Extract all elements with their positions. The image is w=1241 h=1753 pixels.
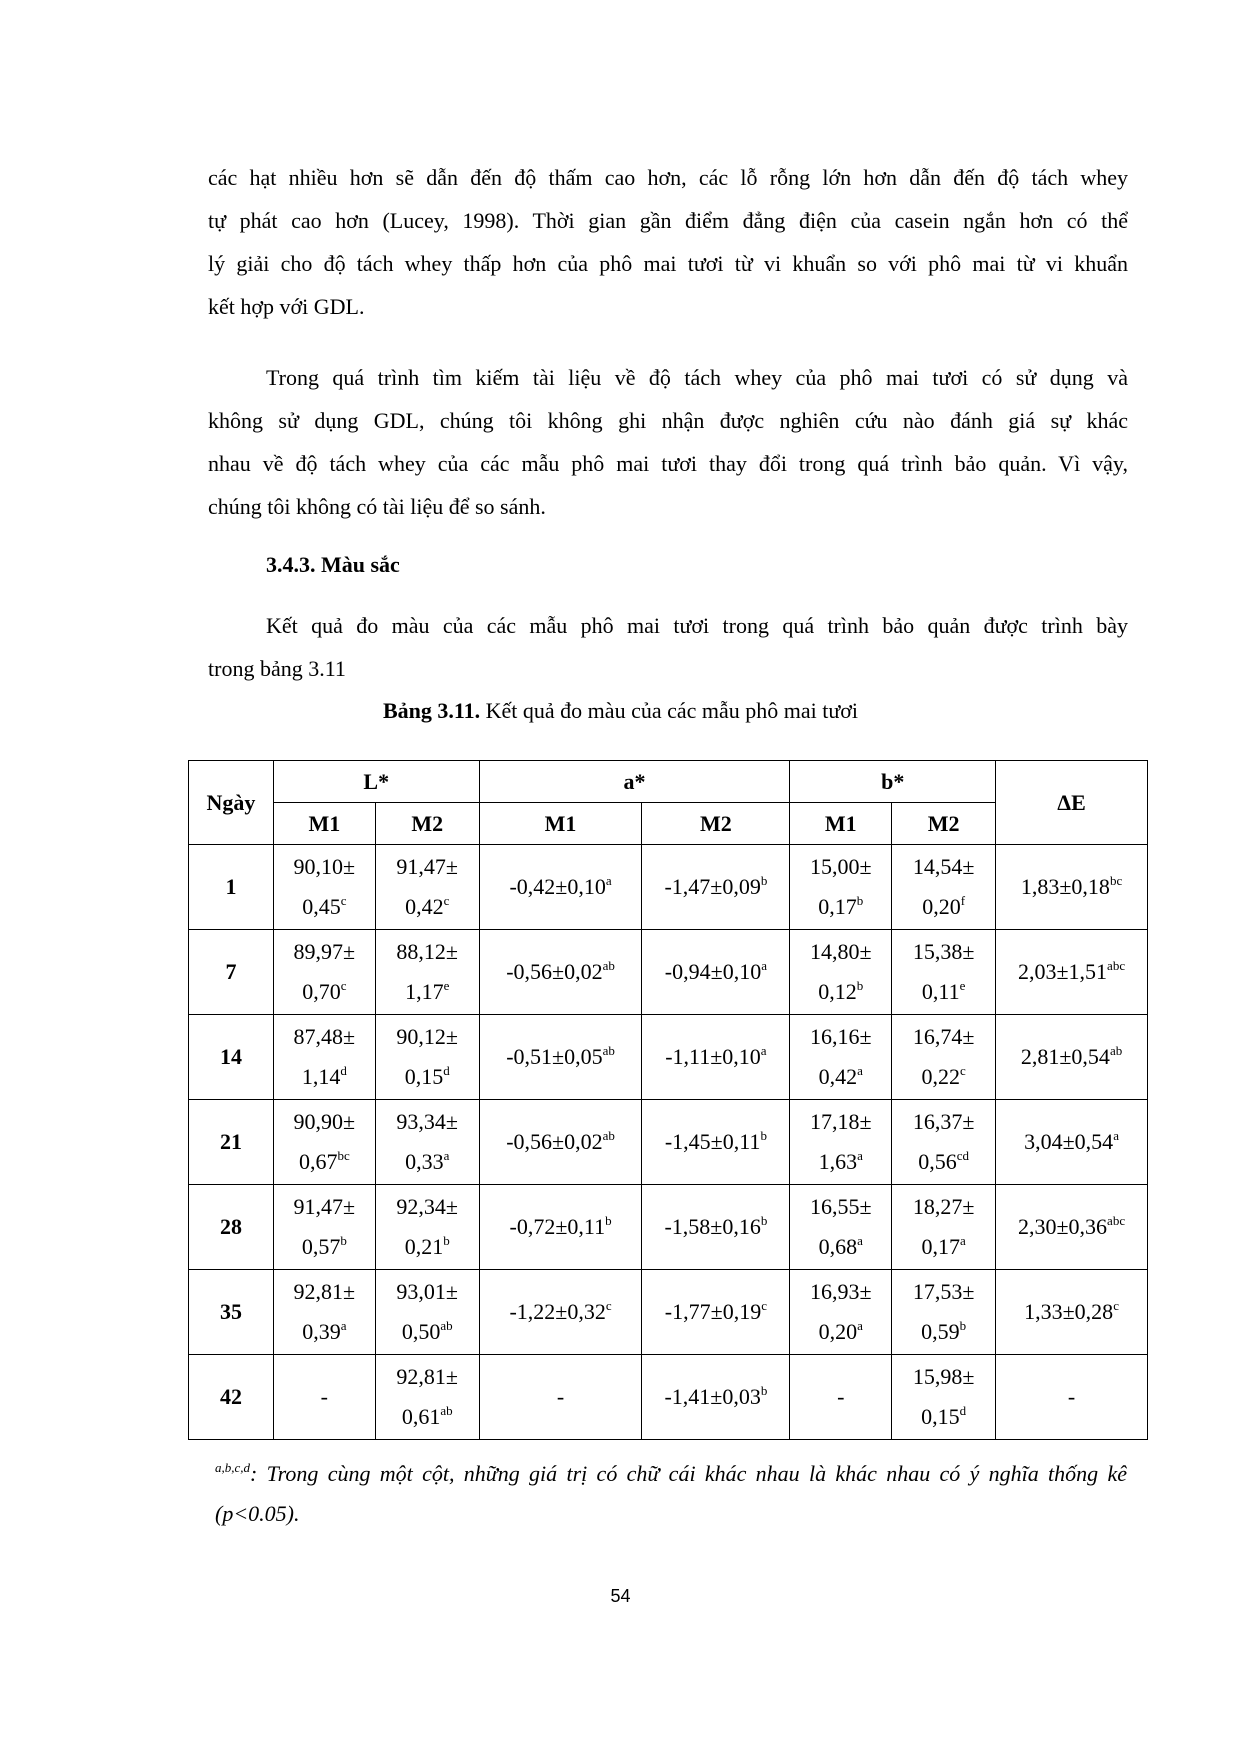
mean-value: 16,93± — [809, 1279, 872, 1304]
sd-value — [274, 1227, 375, 1267]
sd-value — [892, 1057, 995, 1097]
value-cell-a-m1 — [479, 845, 642, 930]
sd-number: 0,39 — [302, 1319, 341, 1344]
mean-value: 90,12± — [396, 1024, 458, 1049]
significance-letter: b — [443, 1233, 450, 1248]
value-cell-a-m1 — [479, 1185, 642, 1270]
mean-value: 93,01± — [396, 1279, 458, 1304]
sd-number: 0,22 — [921, 1064, 960, 1089]
value-cell-a-m1 — [479, 1015, 642, 1100]
mean-value: 16,55± — [809, 1194, 872, 1219]
sd-value — [790, 1227, 891, 1267]
significance-letter: a — [857, 1148, 863, 1163]
header-L-m2: M2 — [375, 803, 479, 845]
sd-number: 0,17 — [921, 1234, 960, 1259]
cell-value: 1,33±0,28 — [1024, 1299, 1114, 1324]
mean-value: 89,97± — [293, 939, 356, 964]
value-cell-l-m2 — [375, 1185, 479, 1270]
mean-value: 16,74± — [912, 1024, 975, 1049]
sd-number: 1,14 — [301, 1064, 341, 1089]
day-cell: 35 — [189, 1270, 274, 1355]
sd-value — [892, 972, 995, 1012]
value-cell-b-m2 — [892, 1270, 996, 1355]
sd-number: 0,56 — [918, 1149, 957, 1174]
value-cell-l-m2 — [375, 1355, 479, 1440]
sd-number: 0,70 — [302, 979, 341, 1004]
sd-number: 0,59 — [921, 1319, 960, 1344]
significance-letter: b — [605, 1213, 612, 1228]
mean-value: 93,34± — [396, 1109, 458, 1134]
cell-value: -0,94±0,10 — [664, 959, 762, 984]
sd-number: 1,63 — [818, 1149, 858, 1174]
value-cell-a-m2 — [642, 1270, 790, 1355]
value-cell-l-m1 — [273, 1270, 375, 1355]
mean-value: 16,37± — [912, 1109, 975, 1134]
sd-number: 0,17 — [818, 894, 857, 919]
mean-value: 91,47± — [396, 854, 458, 879]
sd-number: 0,21 — [404, 1234, 444, 1259]
mean-value: 17,18± — [809, 1109, 872, 1134]
table-row — [189, 930, 1148, 1015]
significance-letter: a — [760, 1043, 767, 1058]
significance-letter: b — [959, 1318, 967, 1333]
significance-letter: c — [1113, 1298, 1119, 1313]
cell-value: -1,58±0,16 — [664, 1214, 761, 1239]
significance-letter: a — [340, 1318, 347, 1333]
significance-letter: ab — [440, 1403, 453, 1418]
sd-number: 0,67 — [298, 1149, 338, 1174]
value-cell-l-m1 — [273, 1185, 375, 1270]
sd-value — [892, 1397, 995, 1437]
cell-value: -0,72±0,11 — [509, 1214, 606, 1239]
cell-value: 1,83±0,18 — [1020, 874, 1110, 899]
color-results-table — [188, 760, 1148, 1440]
sd-number: 0,33 — [405, 1149, 444, 1174]
sd-value — [790, 1057, 891, 1097]
sd-value — [376, 887, 479, 927]
mean-value: 91,47± — [293, 1194, 356, 1219]
table-caption-text: Kết quả đo màu của các mẫu phô mai tươi — [480, 698, 859, 723]
significance-letter: ab — [602, 1128, 615, 1143]
value-cell-b-m1 — [790, 930, 892, 1015]
sd-value — [376, 972, 479, 1012]
significance-letter: abc — [1107, 1213, 1126, 1228]
footnote-marker: a,b,c,d — [215, 1460, 251, 1475]
value-cell-a-m2 — [642, 845, 790, 930]
sd-value — [274, 887, 375, 927]
value-cell-de — [996, 1185, 1148, 1270]
value-cell-b-m2 — [892, 930, 996, 1015]
cell-value: -0,56±0,02 — [506, 959, 603, 984]
significance-letter: bc — [1109, 873, 1123, 888]
paragraph-1 — [208, 156, 1128, 328]
value-cell-b-m1 — [790, 1185, 892, 1270]
sd-number: 0,20 — [922, 894, 961, 919]
significance-letter: d — [959, 1403, 967, 1418]
sd-value — [892, 1142, 995, 1182]
paragraph-line: trong bảng 3.11 — [208, 656, 346, 681]
cell-value: 2,81±0,54 — [1020, 1044, 1110, 1069]
significance-letter: a — [1113, 1128, 1119, 1143]
value-cell-de — [996, 1270, 1148, 1355]
day-cell: 28 — [189, 1185, 274, 1270]
table-row — [189, 1355, 1148, 1440]
value-cell-de — [996, 1015, 1148, 1100]
sd-value — [790, 1312, 891, 1352]
significance-letter: b — [340, 1233, 347, 1248]
cell-value: - — [837, 1384, 845, 1409]
significance-letter: ab — [1109, 1043, 1123, 1058]
sd-number: 0,61 — [401, 1404, 441, 1429]
value-cell-a-m2 — [642, 1185, 790, 1270]
table-row — [189, 845, 1148, 930]
value-cell-a-m2 — [642, 1355, 790, 1440]
header-a: a* — [479, 761, 790, 803]
paragraph-line: tự phát cao hơn (Lucey, 1998). Thời gian gần điểm đẳng điện của casein ngắn hơn có thể — [208, 208, 1128, 233]
cell-value: 2,30±0,36 — [1017, 1214, 1108, 1239]
sd-value — [274, 972, 375, 1012]
mean-value: 92,34± — [396, 1194, 458, 1219]
value-cell-b-m2 — [892, 1015, 996, 1100]
value-cell-a-m1 — [479, 1355, 642, 1440]
day-cell: 1 — [189, 845, 274, 930]
header-b-m2: M2 — [892, 803, 996, 845]
table-footnote — [215, 1454, 1127, 1534]
cell-value: -1,41±0,03 — [664, 1384, 761, 1409]
significance-letter: abc — [1107, 958, 1126, 973]
significance-letter: ab — [602, 958, 615, 973]
mean-value: 15,98± — [912, 1364, 975, 1389]
mean-value: 17,53± — [912, 1279, 975, 1304]
significance-letter: d — [443, 1063, 450, 1078]
mean-value: 15,00± — [809, 854, 872, 879]
header-L: L* — [273, 761, 479, 803]
section-heading: 3.4.3. Màu sắc — [266, 552, 400, 577]
table-row — [189, 1270, 1148, 1355]
mean-value: 18,27± — [912, 1194, 975, 1219]
table-caption-label: Bảng 3.11. — [382, 698, 481, 723]
mean-value: 87,48± — [293, 1024, 356, 1049]
value-cell-l-m2 — [375, 1015, 479, 1100]
paragraph-line: Kết quả đo màu của các mẫu phô mai tươi trong quá trình bảo quản được trình bày — [266, 613, 1128, 638]
cell-value: - — [320, 1384, 328, 1409]
header-b-m1: M1 — [790, 803, 892, 845]
header-L-m1: M1 — [273, 803, 375, 845]
value-cell-b-m1 — [790, 1270, 892, 1355]
significance-letter: f — [960, 893, 966, 908]
table-body — [189, 845, 1148, 1440]
significance-letter: b — [760, 873, 768, 888]
header-a-m1: M1 — [479, 803, 642, 845]
significance-letter: c — [443, 893, 450, 908]
sd-value — [274, 1312, 375, 1352]
significance-letter: ab — [602, 1043, 615, 1058]
paragraph-line: chúng tôi không có tài liệu để so sánh. — [208, 494, 546, 519]
cell-value: -1,11±0,10 — [665, 1044, 761, 1069]
significance-letter: cd — [956, 1148, 970, 1163]
cell-value: -1,77±0,19 — [664, 1299, 762, 1324]
sd-value — [892, 1312, 995, 1352]
paragraph-line: kết hợp với GDL. — [208, 294, 365, 319]
value-cell-a-m1 — [479, 930, 642, 1015]
cell-value: -0,42±0,10 — [509, 874, 606, 899]
sd-number: 0,15 — [404, 1064, 444, 1089]
table-row — [189, 1100, 1148, 1185]
sd-number: 0,42 — [818, 1064, 858, 1089]
header-b: b* — [790, 761, 996, 803]
page-number: 54 — [610, 1586, 631, 1606]
significance-letter: a — [857, 1318, 863, 1333]
value-cell-l-m2 — [375, 1100, 479, 1185]
sd-value — [376, 1142, 479, 1182]
paragraph-line: các hạt nhiều hơn sẽ dẫn đến độ thấm cao hơn, các lỗ rỗng lớn hơn dẫn đến độ tách whey — [208, 165, 1128, 190]
cell-value: -0,51±0,05 — [506, 1044, 603, 1069]
sd-number: 0,50 — [401, 1319, 441, 1344]
value-cell-l-m2 — [375, 1270, 479, 1355]
mean-value: 14,80± — [809, 939, 872, 964]
value-cell-a-m2 — [642, 1015, 790, 1100]
mean-value: 92,81± — [293, 1279, 356, 1304]
value-cell-b-m1 — [790, 845, 892, 930]
mean-value: 90,10± — [293, 854, 356, 879]
value-cell-de — [996, 845, 1148, 930]
significance-letter: c — [605, 1298, 612, 1313]
sd-number: 0,20 — [818, 1319, 858, 1344]
significance-letter: c — [761, 1298, 767, 1313]
day-cell: 42 — [189, 1355, 274, 1440]
day-cell: 14 — [189, 1015, 274, 1100]
cell-value: - — [556, 1384, 565, 1409]
sd-number: 0,11 — [921, 979, 960, 1004]
significance-letter: c — [340, 978, 347, 993]
significance-letter: e — [443, 978, 450, 993]
sd-value — [274, 1057, 375, 1097]
significance-letter: a — [761, 958, 767, 973]
value-cell-b-m1 — [790, 1355, 892, 1440]
paragraph-line: Trong quá trình tìm kiếm tài liệu về độ tách whey của phô mai tươi có sử dụng và — [266, 365, 1128, 390]
significance-letter: c — [960, 1063, 966, 1078]
significance-letter: a — [960, 1233, 966, 1248]
mean-value: 88,12± — [396, 939, 458, 964]
significance-letter: e — [959, 978, 966, 993]
paragraph-3 — [208, 604, 1128, 690]
footnote-text: : Trong cùng một cột, những giá trị có chữ cái khác nhau là khác nhau có ý nghĩa thống kê (p<0.05). — [215, 1461, 1127, 1526]
value-cell-l-m1 — [273, 1100, 375, 1185]
value-cell-b-m2 — [892, 845, 996, 930]
significance-letter: a — [857, 1063, 863, 1078]
significance-letter: b — [856, 893, 864, 908]
significance-letter: b — [760, 1128, 767, 1143]
significance-letter: d — [340, 1063, 347, 1078]
mean-value: 92,81± — [396, 1364, 458, 1389]
value-cell-a-m1 — [479, 1100, 642, 1185]
value-cell-a-m1 — [479, 1270, 642, 1355]
significance-letter: b — [856, 978, 864, 993]
value-cell-de — [996, 1355, 1148, 1440]
table-caption — [0, 698, 1241, 724]
paragraph-2 — [208, 356, 1128, 528]
significance-letter: ab — [440, 1318, 453, 1333]
cell-value: - — [1067, 1384, 1076, 1409]
paragraph-line: không sử dụng GDL, chúng tôi không ghi nhận được nghiên cứu nào đánh giá sự khác — [208, 408, 1128, 433]
mean-value: 15,38± — [912, 939, 975, 964]
cell-value: -1,47±0,09 — [664, 874, 761, 899]
table-row — [189, 1015, 1148, 1100]
sd-value — [790, 887, 891, 927]
table-header-row — [189, 761, 1148, 803]
sd-value — [376, 1312, 479, 1352]
sd-value — [376, 1397, 479, 1437]
significance-letter: b — [760, 1213, 768, 1228]
value-cell-de — [996, 930, 1148, 1015]
sd-value — [376, 1227, 479, 1267]
sd-value — [892, 887, 995, 927]
sd-value — [376, 1057, 479, 1097]
cell-value: 2,03±1,51 — [1017, 959, 1108, 984]
value-cell-b-m2 — [892, 1355, 996, 1440]
value-cell-b-m2 — [892, 1100, 996, 1185]
day-cell: 7 — [189, 930, 274, 1015]
sd-number: 0,57 — [301, 1234, 341, 1259]
value-cell-l-m1 — [273, 930, 375, 1015]
table-row — [189, 1185, 1148, 1270]
header-a-m2: M2 — [642, 803, 790, 845]
cell-value: -0,56±0,02 — [506, 1129, 603, 1154]
mean-value: 90,90± — [293, 1109, 356, 1134]
sd-value — [790, 1142, 891, 1182]
sd-value — [790, 972, 891, 1012]
sd-value — [274, 1142, 375, 1182]
sd-number: 0,15 — [921, 1404, 960, 1429]
significance-letter: a — [443, 1148, 450, 1163]
cell-value: 3,04±0,54 — [1024, 1129, 1114, 1154]
significance-letter: a — [857, 1233, 863, 1248]
value-cell-b-m2 — [892, 1185, 996, 1270]
header-day: Ngày — [189, 761, 274, 845]
sd-number: 1,17 — [405, 979, 444, 1004]
significance-letter: bc — [337, 1148, 350, 1163]
sd-number: 0,68 — [818, 1234, 858, 1259]
value-cell-a-m2 — [642, 1100, 790, 1185]
sd-number: 0,42 — [405, 894, 444, 919]
significance-letter: b — [760, 1383, 768, 1398]
value-cell-l-m2 — [375, 845, 479, 930]
sd-number: 0,12 — [818, 979, 857, 1004]
mean-value: 16,16± — [809, 1024, 872, 1049]
value-cell-de — [996, 1100, 1148, 1185]
sd-number: 0,45 — [302, 894, 341, 919]
value-cell-l-m1 — [273, 1015, 375, 1100]
value-cell-l-m1 — [273, 1355, 375, 1440]
significance-letter: a — [605, 873, 612, 888]
paragraph-line: nhau về độ tách whey của các mẫu phô mai tươi thay đổi trong quá trình bảo quản. Vì vậy, — [208, 451, 1128, 476]
value-cell-l-m2 — [375, 930, 479, 1015]
value-cell-a-m2 — [642, 930, 790, 1015]
cell-value: -1,22±0,32 — [509, 1299, 606, 1324]
day-cell: 21 — [189, 1100, 274, 1185]
sd-value — [892, 1227, 995, 1267]
mean-value: 14,54± — [912, 854, 975, 879]
paragraph-line: lý giải cho độ tách whey thấp hơn của phô mai tươi từ vi khuẩn so với phô mai từ vi khuẩn — [208, 251, 1128, 276]
value-cell-b-m1 — [790, 1100, 892, 1185]
value-cell-l-m1 — [273, 845, 375, 930]
value-cell-b-m1 — [790, 1015, 892, 1100]
header-delta-e: ΔE — [996, 761, 1148, 845]
significance-letter: c — [340, 893, 347, 908]
cell-value: -1,45±0,11 — [664, 1129, 761, 1154]
